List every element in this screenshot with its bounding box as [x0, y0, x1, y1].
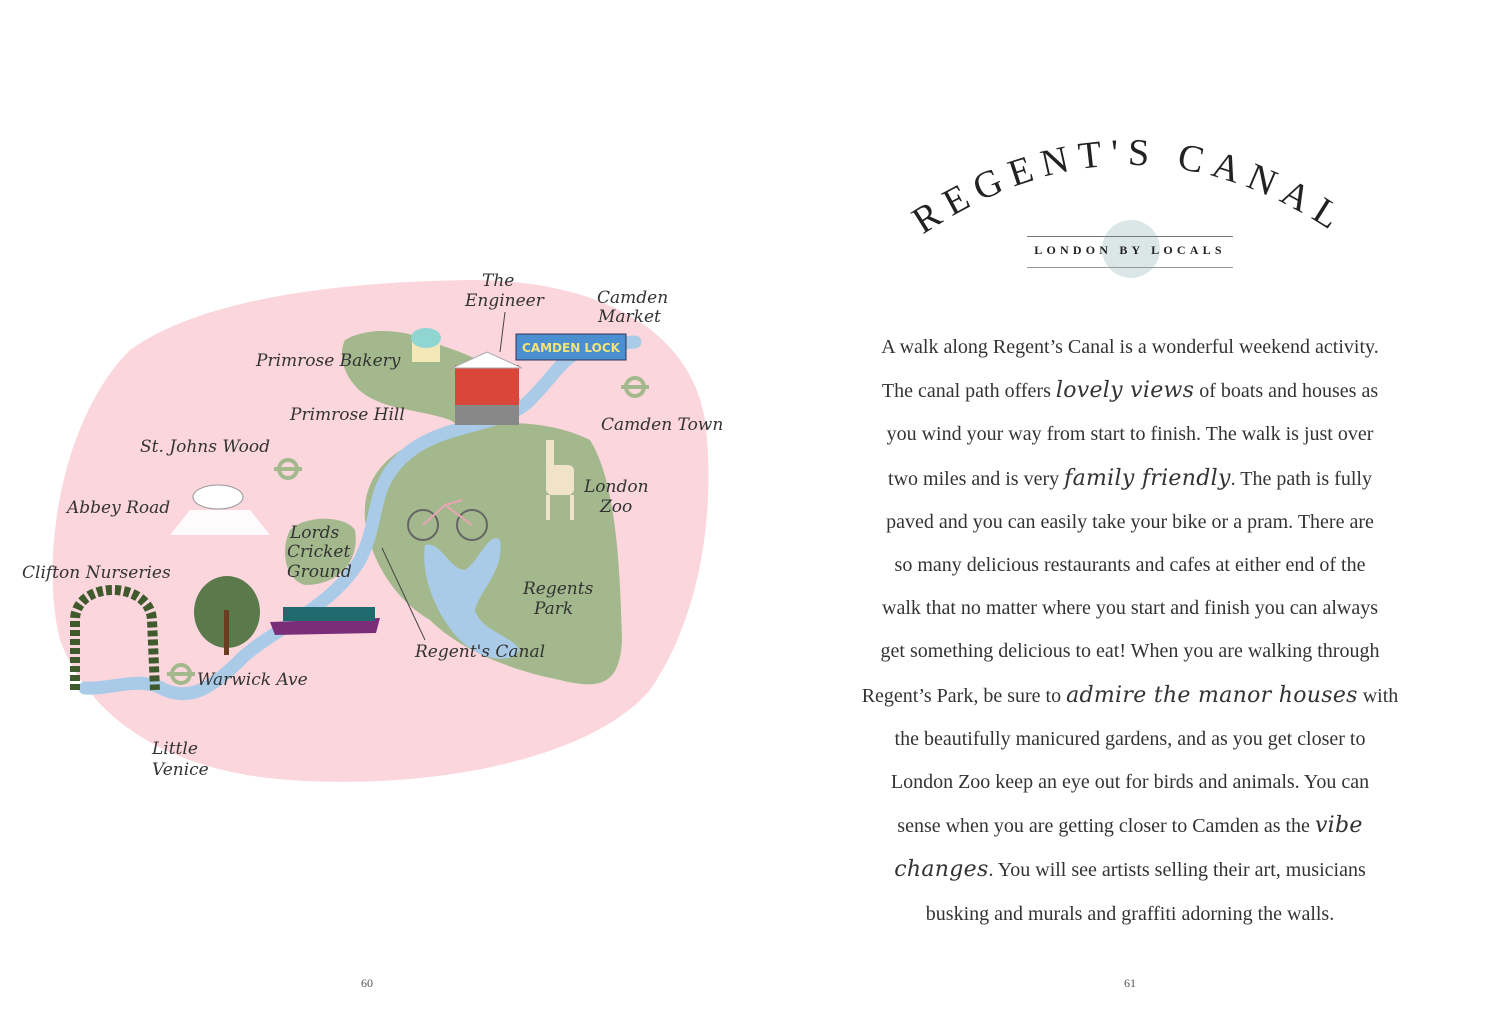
text-line: [810, 848, 1450, 892]
svg-text:CAMDEN LOCK: CAMDEN LOCK: [522, 341, 620, 355]
subtitle: LONDON BY LOCALS: [1034, 243, 1226, 257]
svg-text:Market: Market: [598, 307, 661, 327]
text-line: [810, 544, 1450, 587]
text-segment: two miles and is very: [888, 467, 1065, 490]
svg-text:Engineer: Engineer: [465, 291, 544, 311]
svg-text:Venice: Venice: [152, 760, 209, 780]
text-segment: Regent’s Park, be sure to: [861, 684, 1067, 707]
svg-text:Park: Park: [534, 599, 574, 619]
script-emphasis: vibe: [1314, 813, 1363, 839]
label-camden-town: Camden Town: [601, 415, 724, 435]
cupcake-icon: [411, 328, 441, 362]
label-lords: Lords: [290, 523, 340, 543]
label-primrose-hill: Primrose Hill: [290, 405, 405, 425]
text-line: [810, 501, 1450, 544]
label-camden-market: Camden: [597, 288, 669, 308]
subtitle-rule: [1027, 236, 1233, 268]
text-line: [810, 893, 1450, 936]
label-primrose-bakery: Primrose Bakery: [256, 351, 401, 371]
text-segment: paved and you can easily take your bike or a pram. There are: [886, 510, 1374, 533]
text-line: [810, 630, 1450, 673]
page-number-left: 60: [361, 976, 373, 990]
text-segment: get something delicious to eat! When you are walking through: [880, 640, 1380, 663]
text-segment: . The path is fully: [1230, 467, 1372, 490]
page-title: REGENT'S CANAL: [904, 131, 1356, 243]
camden-lock-sign: [516, 334, 626, 360]
label-the-engineer: The: [482, 271, 515, 291]
label-regents-park: Regents: [523, 579, 594, 599]
script-emphasis: family friendly: [1064, 465, 1231, 491]
text-segment: . You will see artists selling their art, musicians: [988, 859, 1366, 882]
svg-text:Ground: Ground: [287, 562, 352, 582]
script-emphasis: lovely views: [1055, 378, 1195, 404]
script-emphasis: changes: [894, 857, 989, 883]
script-emphasis: admire the manor houses: [1066, 682, 1358, 708]
right-page: [750, 0, 1500, 1028]
text-segment: you wind your way from start to finish. The walk is just over: [886, 423, 1374, 446]
text-segment: sense when you are getting closer to Camden as the: [897, 815, 1315, 838]
text-line: [810, 413, 1450, 456]
engineer-building-icon: [452, 352, 522, 425]
label-st-johns-wood: St. Johns Wood: [140, 437, 271, 457]
page-number-right: 61: [1124, 976, 1136, 990]
text-segment: so many delicious restaurants and cafes at either end of the: [894, 554, 1366, 577]
label-london-zoo: London: [584, 477, 649, 497]
text-line: [810, 804, 1450, 848]
label-clifton-nurseries: Clifton Nurseries: [22, 563, 171, 583]
text-segment: The canal path offers: [881, 380, 1056, 403]
narrowboat-icon: [270, 607, 380, 635]
text-line: [810, 457, 1450, 501]
body-text: [810, 326, 1450, 936]
label-abbey-road: Abbey Road: [67, 498, 171, 518]
text-segment: with: [1357, 684, 1399, 707]
text-line: [810, 587, 1450, 630]
text-segment: walk that no matter where you start and finish you can always: [882, 597, 1378, 620]
text-line: [810, 761, 1450, 804]
text-segment: A walk along Regent’s Canal is a wonderful weekend activity.: [881, 336, 1379, 358]
regents-canal-map: [0, 0, 750, 820]
text-segment: busking and murals and graffiti adorning the walls.: [925, 902, 1335, 925]
label-regents-canal: Regent's Canal: [415, 642, 546, 662]
text-segment: London Zoo keep an eye out for birds and animals. You can: [890, 771, 1370, 794]
svg-text:Cricket: Cricket: [287, 542, 351, 562]
text-segment: of boats and houses as: [1194, 380, 1379, 403]
text-line: [810, 369, 1450, 413]
label-warwick-ave: Warwick Ave: [197, 670, 308, 690]
text-line: [810, 674, 1450, 718]
svg-text:Zoo: Zoo: [600, 497, 633, 517]
text-line: [810, 718, 1450, 761]
label-little-venice: Little: [152, 739, 198, 759]
text-line: [810, 326, 1450, 369]
text-segment: the beautifully manicured gardens, and as you get closer to: [894, 727, 1366, 750]
